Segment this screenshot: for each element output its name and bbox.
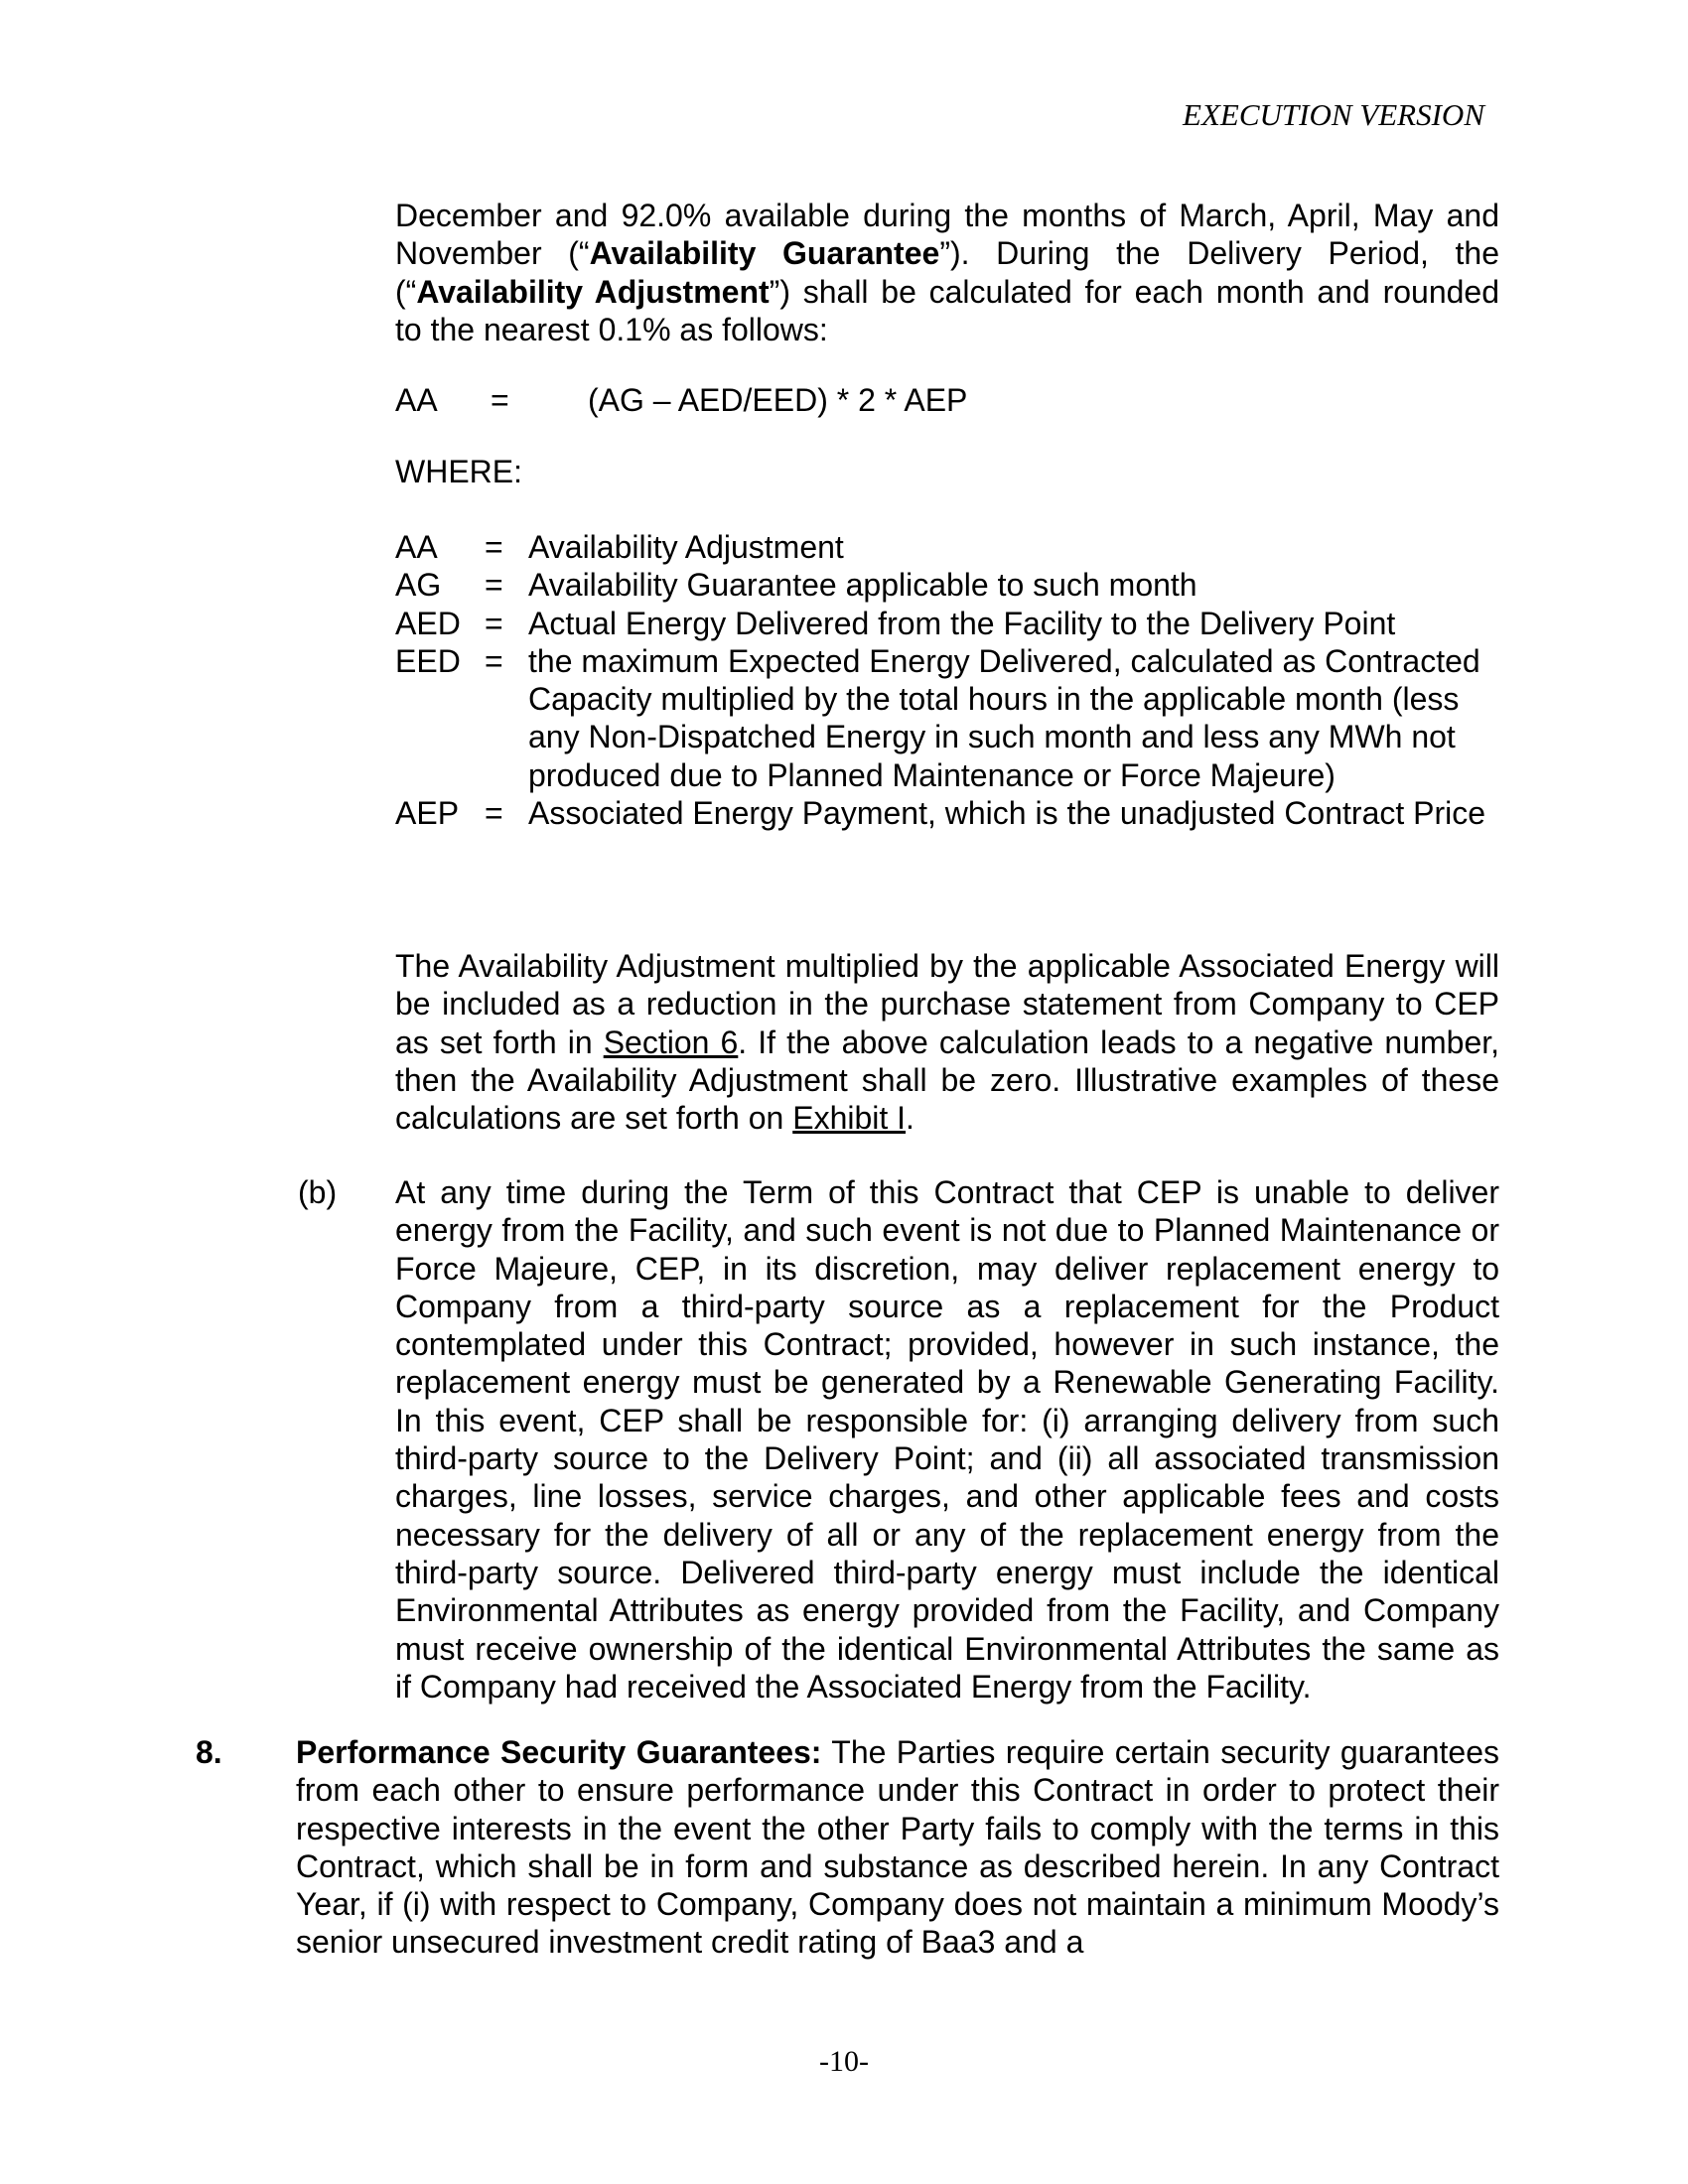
- definition-equals: =: [485, 795, 503, 832]
- definition-equals: =: [485, 605, 503, 641]
- intro-paragraph: [395, 197, 1499, 348]
- definition-row: [395, 794, 1499, 832]
- section-8-paragraph: [296, 1733, 1499, 1962]
- definitions-list: [395, 528, 1499, 832]
- adjustment-text-1: The Availability Adjustment multiplied by the applicable Associated Energy will be included as a reduction in the purchase statement from Company to CEP as set forth in: [395, 948, 1499, 1060]
- definition-description: Availability Adjustment: [528, 529, 844, 565]
- item-b-label: (b): [298, 1174, 338, 1210]
- section-6-reference: Section 6: [603, 1024, 739, 1060]
- availability-guarantee-term: Availability Guarantee: [589, 235, 940, 272]
- where-label: WHERE:: [395, 454, 522, 489]
- page-number: -10-: [819, 2045, 869, 2078]
- definition-term: AA: [395, 529, 438, 565]
- intro-text-3: ”) shall be calculated for each month and rounded to the nearest 0.1% as follows:: [395, 273, 1500, 347]
- definition-equals: =: [485, 567, 503, 604]
- availability-adjustment-paragraph: [395, 947, 1499, 1137]
- definition-row: [395, 528, 1499, 566]
- availability-adjustment-term: Availability Adjustment: [416, 273, 770, 310]
- definition-description: the maximum Expected Energy Delivered, calculated as Contracted Capacity multiplied by the total hours in the applicable month (less any Non-Dispatched Energy in such month and less any MWh not produced due to Planned Maintenance or Force Majeure): [528, 642, 1480, 793]
- section-8-text: The Parties require certain security guarantees from each other to ensure performance under this Contract in order to protect their respective interests in the event the other Party fails to comply with the terms in this Contract, which shall be in form and substance as described herein. In any Contract Year, if (i) with respect to Company, Company does not maintain a minimum Moody’s senior unsecured investment credit rating of Baa3 and a: [296, 1734, 1500, 1961]
- definition-term: AED: [395, 605, 461, 641]
- definition-description: Associated Energy Payment, which is the unadjusted Contract Price: [528, 795, 1486, 832]
- definition-equals: =: [485, 529, 503, 565]
- intro-text-1: December and 92.0% available during the months of March, April, May and November (“: [395, 198, 1499, 272]
- intro-text-2: ”). During the Delivery Period, the (“: [395, 235, 1500, 310]
- formula-lhs: AA: [395, 382, 438, 418]
- definition-description: Actual Energy Delivered from the Facility to the Delivery Point: [528, 605, 1396, 641]
- item-b-paragraph: At any time during the Term of this Contract that CEP is unable to deliver energy from the Facility, and such event is not due to Planned Maintenance or Force Majeure, CEP, in its discretion, may deliver replacement energy to Company from a third-party source as a replacement for the Product contemplated under this Contract; provided, however in such instance, the replacement energy must be generated by a Renewable Generating Facility. In this event, CEP shall be responsible for: (i) arranging delivery from such third-party source to the Delivery Point; and (ii) all associated transmission charges, line losses, service charges, and other applicable fees and costs necessary for the delivery of all or any of the replacement energy from the third-party source. Delivered third-party energy must include the identical Environmental Attributes as energy provided from the Facility, and Company must receive ownership of the identical Environmental Attributes the same as if Company had received the Associated Energy from the Facility.: [395, 1174, 1499, 1705]
- definition-row: [395, 642, 1499, 794]
- definition-term: AG: [395, 567, 442, 604]
- exhibit-i-reference: Exhibit I: [792, 1100, 907, 1137]
- section-8-number: 8.: [196, 1734, 222, 1770]
- formula-equals: =: [491, 382, 509, 418]
- adjustment-text-2: . If the above calculation leads to a negative number, then the Availability Adjustment shall be zero. Illustrative examples of these calculations are set forth on: [395, 1024, 1500, 1137]
- definition-term: EED: [395, 642, 461, 679]
- definition-description: Availability Guarantee applicable to such month: [528, 567, 1197, 604]
- formula-rhs: (AG – AED/EED) * 2 * AEP: [588, 382, 968, 418]
- formula: [395, 381, 1499, 419]
- definition-row: [395, 566, 1499, 604]
- section-8-heading: Performance Security Guarantees:: [296, 1734, 822, 1770]
- adjustment-text-3: .: [906, 1100, 914, 1137]
- definition-term: AEP: [395, 795, 460, 832]
- definition-equals: =: [485, 642, 503, 679]
- definition-row: [395, 605, 1499, 642]
- execution-version-header: EXECUTION VERSION: [1183, 97, 1484, 132]
